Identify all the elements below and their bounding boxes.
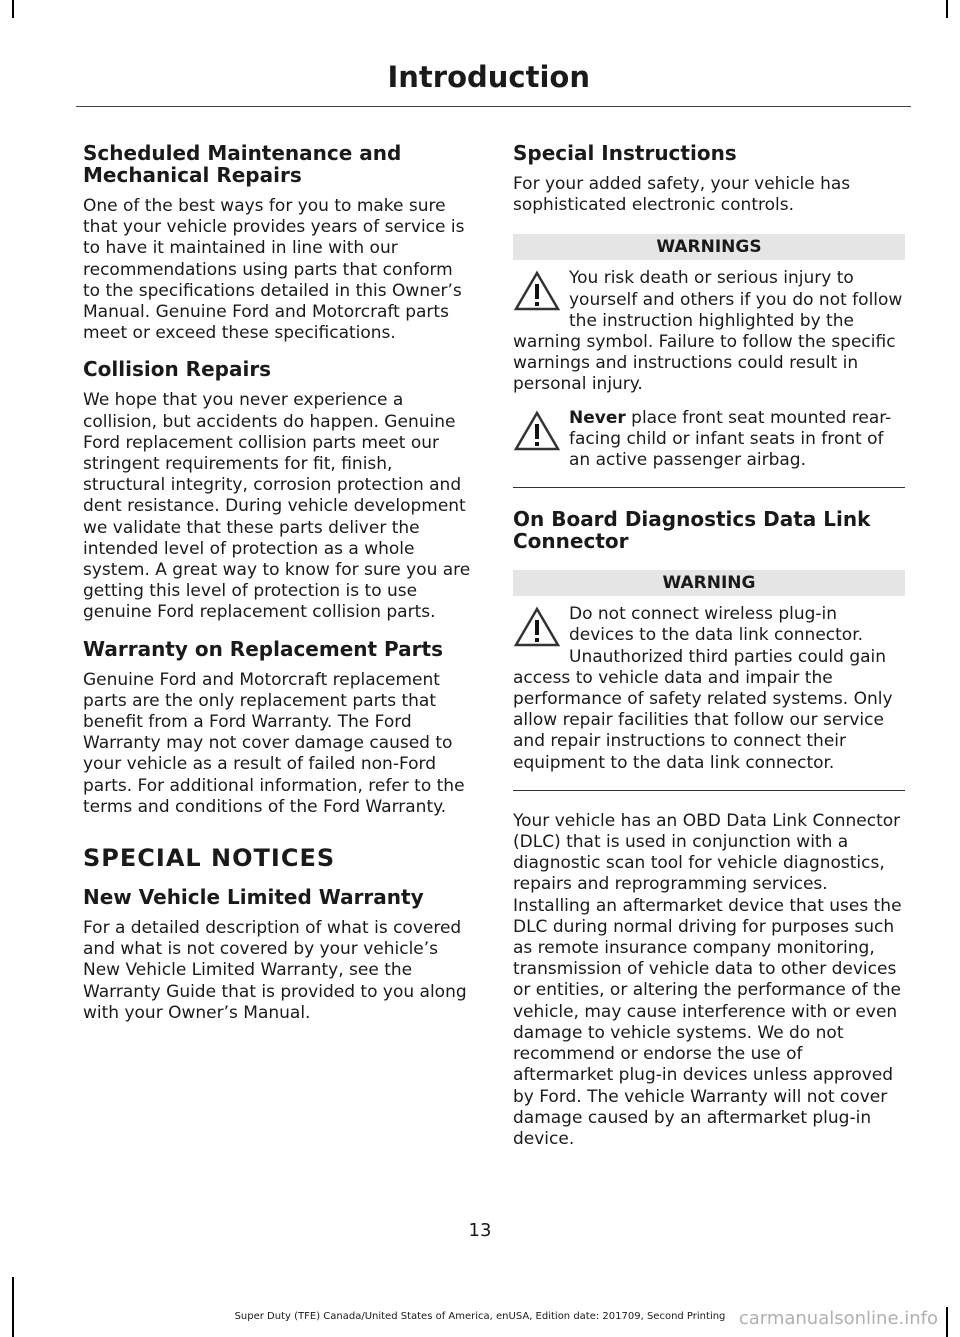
warning-text [513, 408, 905, 472]
warranty-replacement-heading: Warranty on Replacement Parts [83, 636, 443, 661]
warning-item [513, 268, 905, 395]
crop-mark [946, 0, 948, 18]
new-vehicle-warranty-text: For a detailed description of what is covered and what is not covered by your vehicle’s New Vehicle Limited Warranty, see the Warranty Guide that is provided to you along with your Owner’s Manual. [83, 918, 467, 1023]
warning-text-rest: place front seat mounted rear-facing child or infant seats in front of an active passenger airbag. [569, 407, 892, 471]
new-vehicle-warranty-heading: New Vehicle Limited Warranty [83, 885, 424, 910]
warning-text: You risk death or serious injury to yourself and others if you do not follow the instruction highlighted by the warning symbol. Failure to follow the specific warnings and instructions could result in personal injury. [513, 268, 903, 395]
warning-divider [513, 790, 905, 791]
warning-emphasis: Never [569, 407, 626, 428]
warnings-header: WARNINGS [513, 234, 905, 260]
edition-footer: Super Duty (TFE) Canada/United States of America, enUSA, Edition date: 201709, Second Printing [234, 1311, 726, 1322]
obd-heading: On Board Diagnostics Data Link Connector [513, 507, 871, 554]
left-column [83, 142, 475, 1038]
special-notices-heading: SPECIAL NOTICES [83, 844, 336, 873]
title-divider [76, 106, 911, 107]
page-title: Introduction [387, 60, 590, 94]
warning-header: WARNING [513, 570, 905, 596]
warranty-replacement-text: Genuine Ford and Motorcraft replacement parts are the only replacement parts that benefit from a Ford Warranty. The Ford Warranty may not cover damage caused to your vehicle as a result of failed non-Ford parts. For additional information, refer to the terms and conditions of the Ford Warranty. [83, 669, 465, 817]
warning-item [513, 604, 905, 774]
collision-repairs-text: We hope that you never experience a collision, but accidents do happen. Genuine Ford replacement collision parts meet our stringent requirements for fit, finish, structural integrity, corrosion protection and dent resistance. During vehicle development we validate that these parts deliver the intended level of protection as a whole system. A great way to know for sure you are getting this level of protection is to use genuine Ford replacement collision parts. [83, 390, 471, 623]
crop-mark [12, 1277, 14, 1337]
warning-text: Do not connect wireless plug-in devices to the data link connector. Unauthorized third parties could gain access to vehicle data and impair the performance of safety related systems. Only allow repair facilities that follow our service and repair instructions to connect their equipment to the data link connector. [513, 604, 893, 773]
crop-mark [12, 0, 14, 18]
scheduled-maintenance-heading: Scheduled Maintenance and Mechanical Repairs [83, 141, 402, 187]
special-instructions-text: For your added safety, your vehicle has sophisticated electronic controls. [513, 174, 851, 216]
warning-item [513, 408, 905, 472]
special-instructions-heading: Special Instructions [513, 141, 737, 165]
collision-repairs-heading: Collision Repairs [83, 357, 272, 382]
obd-text: Your vehicle has an OBD Data Link Connector (DLC) that is used in conjunction with a diagnostic scan tool for vehicle diagnostics, repairs and reprogramming services. Installing an aftermarket device that uses the DLC during normal driving for purposes such as remote insurance company monitoring, transmission of vehicle data to other devices or entities, or altering the performance of the vehicle, may cause interference with or even damage to vehicle systems. We do not recommend or endorse the use of aftermarket plug-in devices unless approved by Ford. The vehicle Warranty will not cover damage caused by an aftermarket plug-in device. [513, 810, 902, 1149]
right-column [513, 142, 905, 1164]
watermark: carmanualsonline.info [738, 1308, 938, 1329]
scheduled-maintenance-text: One of the best ways for you to make sure that your vehicle provides years of service is to have it maintained in line with our recommendations using parts that conform to the specifications detailed in this Owner’s Manual. Genuine Ford and Motorcraft parts meet or exceed these specifications. [83, 196, 465, 344]
page-number: 13 [468, 1220, 492, 1241]
warning-divider [513, 487, 905, 488]
